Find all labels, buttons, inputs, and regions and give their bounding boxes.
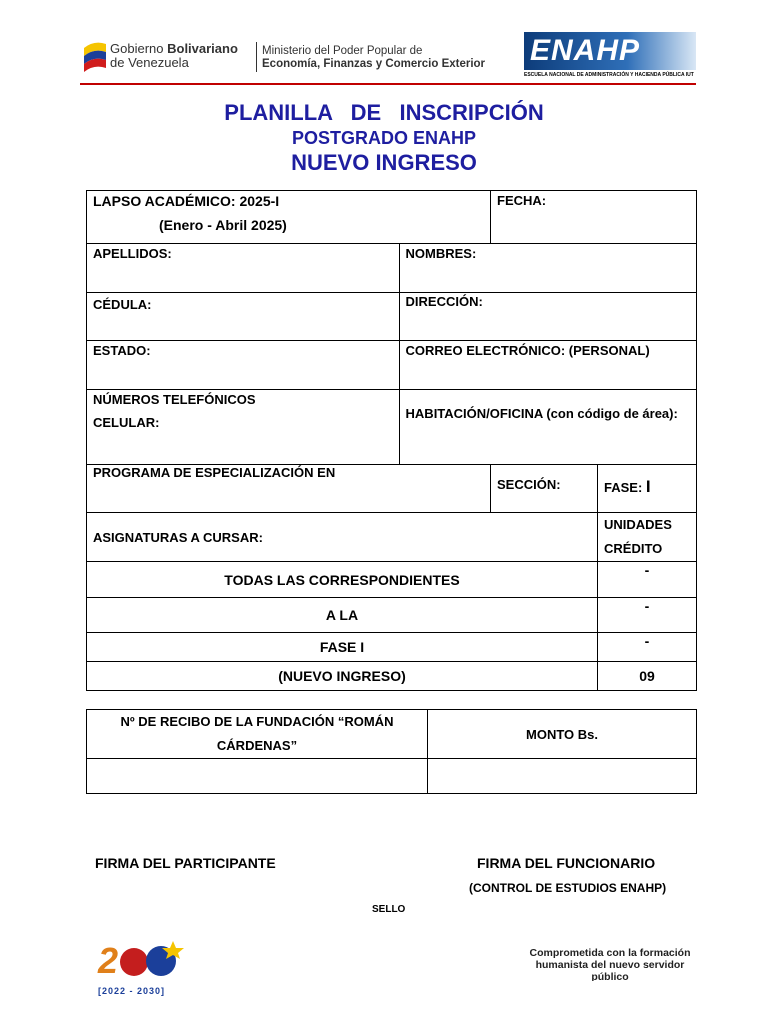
firma-funcionario: FIRMA DEL FUNCIONARIO bbox=[477, 855, 656, 871]
telefonos-field[interactable] bbox=[87, 390, 400, 465]
habitacion-field[interactable] bbox=[399, 390, 696, 465]
footer-motto: Comprometida con la formación humanista del nuevo servidor público bbox=[529, 947, 691, 981]
lapso-range: (Enero - Abril 2025) bbox=[159, 217, 287, 233]
fase-label: FASE: bbox=[604, 480, 643, 495]
unidades-label: UNIDADES bbox=[604, 517, 672, 532]
celular-label: CELULAR: bbox=[93, 415, 160, 430]
cedula-field[interactable] bbox=[87, 293, 400, 341]
correo-field[interactable] bbox=[399, 341, 696, 390]
course-row-4: (NUEVO INGRESO) bbox=[87, 662, 598, 691]
gov-line-2: de Venezuela bbox=[110, 55, 189, 70]
estado-label: ESTADO: bbox=[93, 343, 151, 358]
habitacion-label: HABITACIÓN/OFICINA (con código de área): bbox=[405, 406, 678, 421]
programa-field[interactable] bbox=[87, 465, 491, 513]
telefonos-label: NÚMEROS TELEFÓNICOS bbox=[93, 392, 256, 407]
direccion-field[interactable] bbox=[399, 293, 696, 341]
enahp-logo: ENAHP ESCUELA NACIONAL DE ADMINISTRACIÓN Y HACIENDA PÚBLICA IUT bbox=[524, 32, 696, 80]
recibo-label: Nº DE RECIBO DE LA FUNDACIÓN “ROMÁN CÁRDENAS” bbox=[87, 710, 428, 759]
form-title: PLANILLA DE INSCRIPCIÓN bbox=[224, 100, 544, 125]
fase-field bbox=[598, 465, 697, 513]
seccion-label: SECCIÓN: bbox=[497, 477, 561, 492]
course-row-2: A LA bbox=[87, 598, 598, 633]
apellidos-field[interactable] bbox=[87, 244, 400, 293]
control-estudios: (CONTROL DE ESTUDIOS ENAHP) bbox=[469, 881, 667, 895]
cedula-label: CÉDULA: bbox=[93, 297, 152, 312]
course-credit-1: - bbox=[598, 562, 697, 598]
enrollment-form bbox=[86, 190, 697, 691]
credito-label: CRÉDITO bbox=[604, 541, 663, 556]
apellidos-label: APELLIDOS: bbox=[93, 246, 172, 261]
recibo-field[interactable] bbox=[87, 759, 428, 794]
receipt-table bbox=[86, 709, 697, 794]
programa-label: PROGRAMA DE ESPECIALIZACIÓN EN bbox=[93, 465, 336, 480]
fecha-field[interactable] bbox=[491, 191, 697, 244]
nombres-field[interactable] bbox=[399, 244, 696, 293]
course-credit-3: - bbox=[598, 633, 697, 662]
course-credit-4: 09 bbox=[598, 662, 697, 691]
fecha-label: FECHA: bbox=[497, 193, 547, 208]
course-row-3: FASE I bbox=[87, 633, 598, 662]
seccion-field[interactable] bbox=[491, 465, 598, 513]
unidades-cell bbox=[598, 513, 697, 562]
fase-value: I bbox=[645, 477, 651, 496]
venezuela-flag-icon bbox=[82, 38, 108, 72]
asignaturas-label: ASIGNATURAS A CURSAR: bbox=[93, 529, 263, 545]
header-divider bbox=[80, 83, 696, 85]
anniversary-logo: 2 [2022 - 2030] bbox=[98, 940, 190, 998]
estado-field[interactable] bbox=[87, 341, 400, 390]
logo-years: [2022 - 2030] bbox=[98, 986, 166, 996]
divider bbox=[256, 42, 257, 72]
asignaturas-cell bbox=[87, 513, 598, 562]
direccion-label: DIRECCIÓN: bbox=[405, 294, 483, 309]
correo-label: CORREO ELECTRÓNICO: (PERSONAL) bbox=[405, 343, 650, 358]
course-row-1: TODAS LAS CORRESPONDIENTES bbox=[87, 562, 598, 598]
monto-label: MONTO Bs. bbox=[428, 710, 697, 759]
monto-field[interactable] bbox=[428, 759, 697, 794]
gov-line-1: Gobierno Bolivariano bbox=[110, 41, 238, 56]
star-icon bbox=[158, 940, 188, 960]
sello-label: SELLO bbox=[372, 904, 406, 915]
lapso-cell bbox=[87, 191, 491, 244]
course-credit-2: - bbox=[598, 598, 697, 633]
form-subtitle-2: NUEVO INGRESO bbox=[291, 150, 477, 175]
firma-participante: FIRMA DEL PARTICIPANTE bbox=[95, 855, 276, 871]
lapso-label: LAPSO ACADÉMICO: 2025-I bbox=[93, 193, 280, 209]
nombres-label: NOMBRES: bbox=[405, 246, 477, 261]
form-subtitle: POSTGRADO ENAHP bbox=[291, 128, 477, 148]
ministry-line-1: Ministerio del Poder Popular de bbox=[262, 45, 423, 57]
ministry-line-2: Economía, Finanzas y Comercio Exterior bbox=[262, 58, 486, 70]
